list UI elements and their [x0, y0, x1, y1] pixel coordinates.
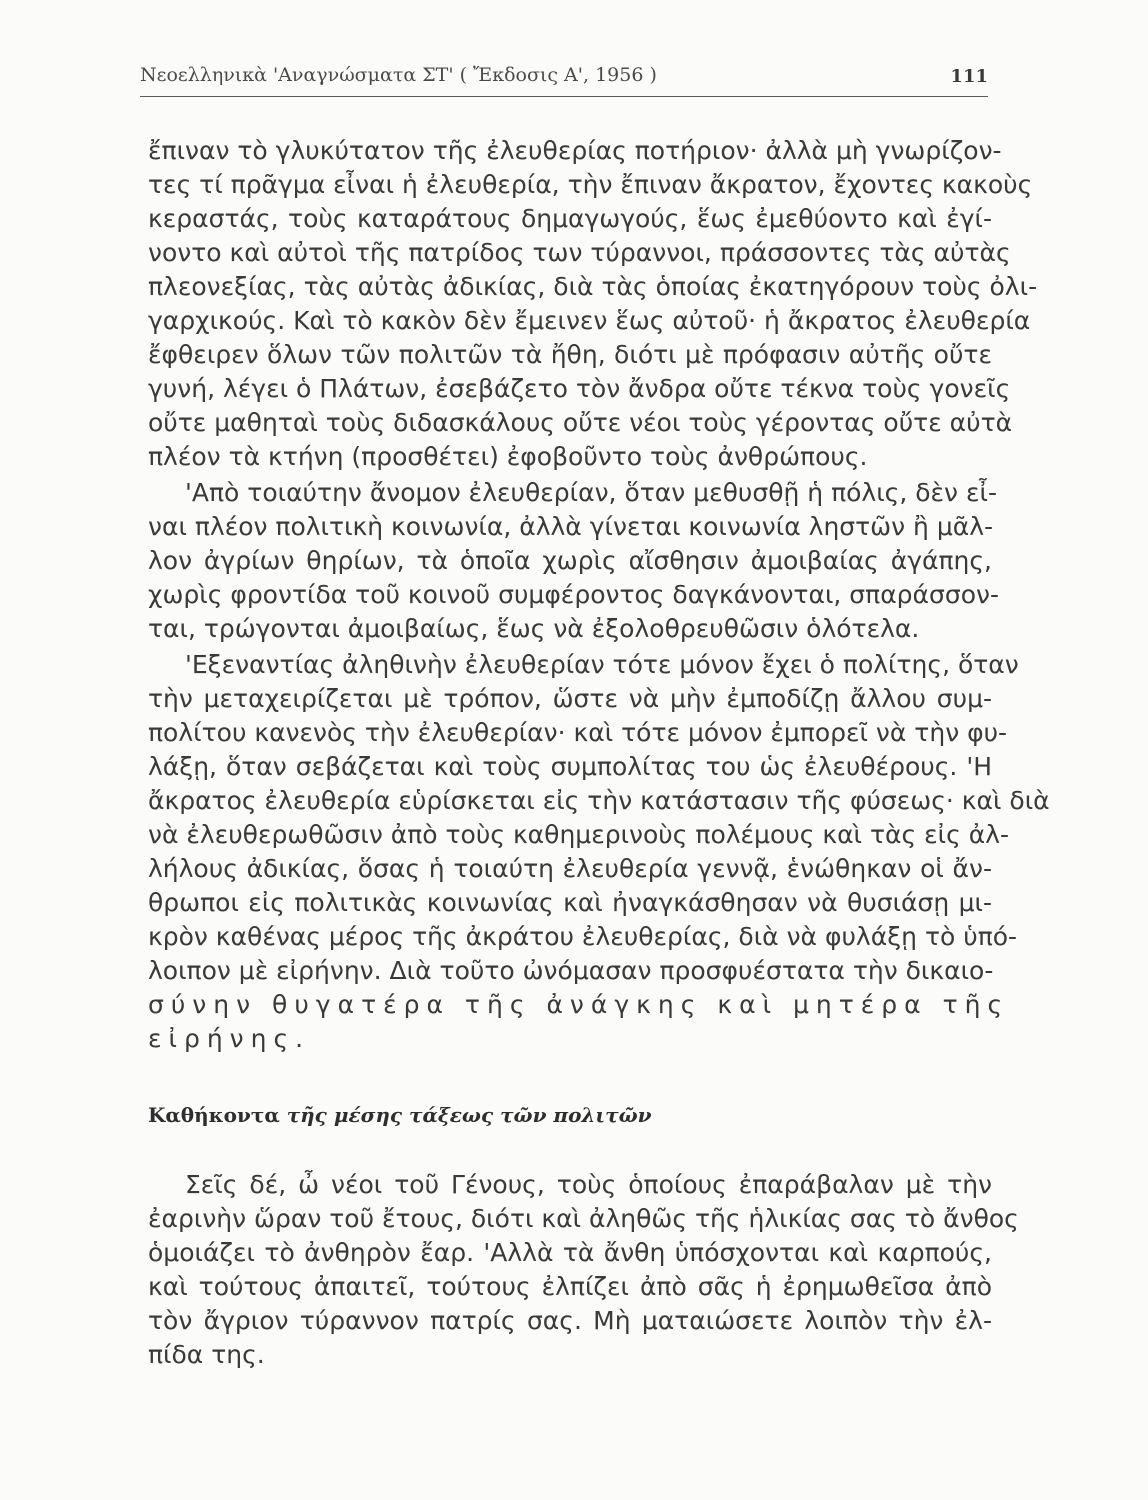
text-line: λάξῃ, ὅταν σεβάζεται καὶ τοὺς συμπολίτας του ὡς ἐλευθέρους. 'Η	[148, 752, 992, 781]
text-line: νοντο καὶ αὐτοὶ τῆς πατρίδος των τύραννοι, πράσσοντες τὰς αὐτὰς	[148, 238, 1011, 267]
text-line: τὴν μεταχειρίζεται μὲ τρόπον, ὥστε νὰ μὴν ἐμποδίζῃ ἄλλου συμ-	[148, 684, 992, 713]
text-line: θρωποι εἰς πολιτικὰς κοινωνίας καὶ ἠναγκάσθησαν νὰ θυσιάσῃ μι-	[148, 888, 992, 917]
text-line: 'Απὸ τοιαύτην ἄνομον ἐλευθερίαν, ὅταν μεθυσθῇ ἡ πόλις, δὲν εἶ-	[185, 478, 997, 507]
text-line: πλέον τὰ κτήνη (προσθέτει) ἐφοβοῦντο τοὺς ἀνθρώπους.	[148, 442, 868, 471]
text-line-spaced: σύνην θυγατέρα τῆς ἀνάγκης καὶ μητέρα τῆς	[148, 990, 1010, 1019]
text-line: γαρχικούς. Καὶ τὸ κακὸν δὲν ἔμεινεν ἕως αὐτοῦ· ἡ ἄκρατος ἐλευθερία	[148, 306, 1031, 335]
text-line: ἄκρατος ἐλευθερία εὑρίσκεται εἰς τὴν κατάστασιν τῆς φύσεως· καὶ διὰ	[148, 786, 1050, 815]
text-line: λήλους ἀδικίας, ὅσας ἡ τοιαύτη ἐλευθερία γεννᾷ, ἑνώθηκαν οἱ ἄν-	[148, 854, 992, 883]
text-line: ται, τρώγονται ἀμοιβαίως, ἕως νὰ ἐξολοθρευθῶσιν ὁλότελα.	[148, 614, 920, 643]
text-line: ἐαρινὴν ὥραν τοῦ ἔτους, διότι καὶ ἀληθῶς τῆς ἡλικίας σας τὸ ἄνθος	[148, 1204, 1019, 1233]
text-line: λοιπον μὲ εἰρήνην. Διὰ τοῦτο ὠνόμασαν προσφυέστατα τὴν δικαιο-	[148, 956, 994, 985]
text-line: κεραστάς, τοὺς καταράτους δημαγωγούς, ἕως ἐμεθύοντο καὶ ἐγί-	[148, 204, 992, 233]
page-number: 111	[950, 66, 988, 87]
running-header	[140, 62, 988, 97]
text-line: οὔτε μαθηταὶ τοὺς διδασκάλους οὔτε νέοι τοὺς γέροντας οὔτε αὐτὰ	[148, 408, 1013, 437]
text-line: τὸν ἄγριον τύραννον πατρίς σας. Μὴ ματαιώσετε λοιπὸν τὴν ἐλ-	[148, 1306, 992, 1335]
text-line: ναι πλέον πολιτικὴ κοινωνία, ἀλλὰ γίνεται κοινωνία ληστῶν ἢ μᾶλ-	[148, 512, 994, 541]
section-heading-first-word: Καθήκοντα	[148, 1103, 280, 1127]
text-line: καὶ τούτους ἀπαιτεῖ, τούτους ἐλπίζει ἀπὸ σᾶς ἡ ἐρημωθεῖσα ἀπὸ	[148, 1272, 992, 1301]
text-line: πλεονεξίας, τὰς αὐτὰς ἀδικίας, διὰ τὰς ὁποίας ἐκατηγόρουν τοὺς ὀλι-	[148, 272, 1038, 301]
text-line: χωρὶς φροντίδα τοῦ κοινοῦ συμφέροντος δαγκάνονται, σπαράσσον-	[148, 580, 1000, 609]
text-line-spaced: εἰρήνης.	[148, 1024, 311, 1053]
text-line: λον ἀγρίων θηρίων, τὰ ὁποῖα χωρὶς αἴσθησιν ἀμοιβαίας ἀγάπης,	[148, 546, 992, 575]
text-line: νὰ ἐλευθερωθῶσιν ἀπὸ τοὺς καθημερινοὺς πολέμους καὶ τὰς εἰς ἀλ-	[148, 820, 1009, 849]
text-line: πίδα της.	[148, 1340, 265, 1369]
text-line: ἔπιναν τὸ γλυκύτατον τῆς ἐλευθερίας ποτήριον· ἀλλὰ μὴ γνωρίζον-	[148, 136, 1002, 165]
text-line: γυνή, λέγει ὁ Πλάτων, ἐσεβάζετο τὸν ἄνδρα οὔτε τέκνα τοὺς γονεῖς	[148, 374, 1011, 403]
section-heading	[148, 1103, 651, 1127]
text-line: τες τί πρᾶγμα εἶναι ἡ ἐλευθερία, τὴν ἔπιναν ἄκρατον, ἔχοντες κακοὺς	[148, 170, 1033, 199]
text-line: πολίτου κανενὸς τὴν ἐλευθερίαν· καὶ τότε μόνον ἐμπορεῖ νὰ τὴν φυ-	[148, 718, 1008, 747]
text-line: κρὸν καθένας μέρος τῆς ἀκράτου ἐλευθερίας, διὰ νὰ φυλάξῃ τὸ ὑπό-	[148, 922, 1018, 951]
text-line: ὁμοιάζει τὸ ἀνθηρὸν ἔαρ. 'Αλλὰ τὰ ἄνθη ὑπόσχονται καὶ καρπούς,	[148, 1238, 992, 1267]
text-line: 'Εξεναντίας ἀληθινὴν ἐλευθερίαν τότε μόνον ἔχει ὁ πολίτης, ὅταν	[185, 650, 1019, 679]
running-title: Νεοελληνικὰ 'Αναγνώσματα ΣΤ' ( Ἔκδοσις Α', 1956 )	[140, 64, 657, 86]
section-heading-rest: τῆς μέσης τάξεως τῶν πολιτῶν	[286, 1103, 652, 1127]
text-line: ἔφθειρεν ὅλων τῶν πολιτῶν τὰ ἤθη, διότι μὲ πρόφασιν αὐτῆς οὔτε	[148, 340, 992, 369]
text-line: Σεῖς δέ, ὦ νέοι τοῦ Γένους, τοὺς ὁποίους ἐπαράβαλαν μὲ τὴν	[185, 1170, 992, 1199]
